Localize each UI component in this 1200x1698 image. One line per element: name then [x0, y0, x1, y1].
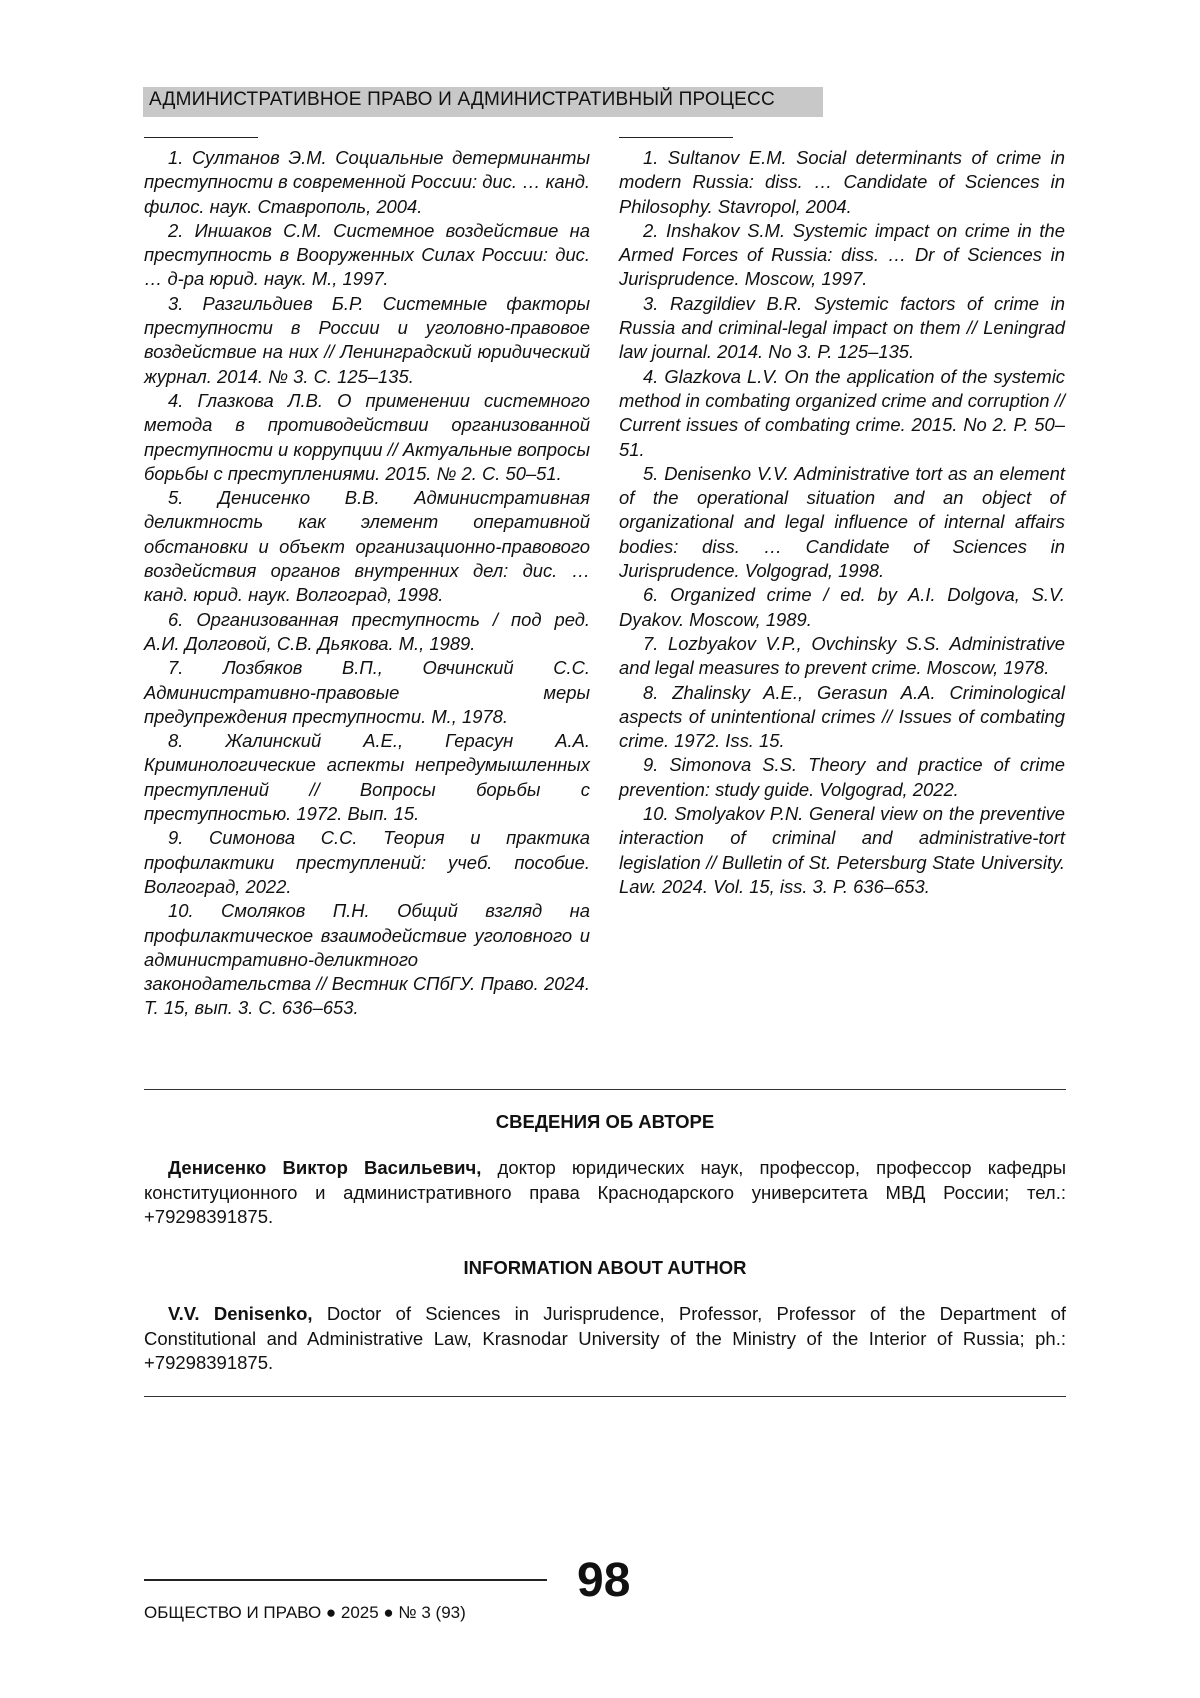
divider-top	[144, 1089, 1066, 1090]
reference-item: 5. Денисенко В.В. Административная деликтность как элемент оперативной обстановки и объект организационно-правового воздействия органов внутренних дел: дис. … канд. юрид. наук. Волгоград, 1998.	[144, 487, 590, 606]
reference-item: 7. Lozbyakov V.P., Ovchinsky S.S. Administrative and legal measures to prevent crime. Moscow, 1978.	[619, 632, 1065, 679]
reference-item: 2. Inshakov S.M. Systemic impact on crime in the Armed Forces of Russia: diss. … Dr of Sciences in Jurisprudence. Moscow, 1997.	[619, 219, 1065, 290]
reference-item: 9. Симонова С.С. Теория и практика профилактики преступлений: учеб. пособие. Волгоград, 2022.	[144, 827, 590, 897]
reference-item: 9. Simonova S.S. Theory and practice of crime prevention: study guide. Volgograd, 2022.	[619, 754, 1065, 800]
reference-item: 10. Smolyakov P.N. General view on the preventive interaction of criminal and administrative-tort legislation // Bulletin of St. Petersburg State University. Law. 2024. Vol. 15, iss. 3. P. 636–653.	[619, 803, 1065, 897]
reference-item: 8. Zhalinsky A.E., Gerasun A.A. Criminological aspects of unintentional crimes // Issues of combating crime. 1972. Iss. 15.	[619, 681, 1065, 752]
reference-item: 10. Смоляков П.Н. Общий взгляд на профилактическое взаимодействие уголовного и административно-деликтного законодательства // Вестник СПбГУ. Право. 2024. Т. 15, вып. 3. С. 636–653.	[144, 900, 590, 1019]
reference-item: 7. Лозбяков В.П., Овчинский С.С. Административно-правовые меры предупреждения преступности. М., 1978.	[144, 657, 590, 727]
author-name-en: V.V. Denisenko,	[168, 1303, 313, 1324]
journal-footer: ОБЩЕСТВО И ПРАВО ● 2025 ● № 3 (93)	[144, 1603, 466, 1622]
reference-item: 4. Glazkova L.V. On the application of the systemic method in combating organized crime and corruption // Current issues of combating crime. 2015. No 2. P. 50–51.	[619, 365, 1065, 460]
author-info-en	[144, 1302, 1066, 1376]
author-info-title-ru: СВЕДЕНИЯ ОБ АВТОРЕ	[495, 1111, 715, 1132]
section-header-title: АДМИНИСТРАТИВНОЕ ПРАВО И АДМИНИСТРАТИВНЫЙ ПРОЦЕСС	[149, 89, 775, 110]
reference-item: 4. Глазкова Л.В. О применении системного метода в противодействии организованной преступности и коррупции // Актуальные вопросы борьбы с преступлениями. 2015. № 2. С. 50–51.	[144, 389, 590, 484]
references-russian	[144, 137, 590, 1021]
reference-item: 3. Razgildiev B.R. Systemic factors of crime in Russia and criminal-legal impact on them // Leningrad law journal. 2014. No 3. P. 125–135.	[619, 292, 1065, 363]
reference-item: 5. Denisenko V.V. Administrative tort as an element of the operational situation and an object of organizational and legal influence of internal affairs bodies: diss. … Candidate of Sciences in Jurisprudence. Volgograd, 1998.	[619, 462, 1065, 582]
reference-item: 6. Организованная преступность / под ред. А.И. Долговой, С.В. Дьякова. М., 1989.	[144, 608, 590, 654]
author-details-en: Doctor of Sciences in Jurisprudence, Professor, Professor of the Department of Constitutional and Administrative Law, Krasnodar University of the Ministry of the Interior of Russia; ph.: +79298391875.	[144, 1303, 1066, 1373]
author-info-ru	[144, 1156, 1066, 1230]
footnote-rule	[619, 137, 733, 138]
reference-item: 3. Разгильдиев Б.Р. Системные факторы преступности в России и уголовно-правовое воздействие на них // Ленинградский юридический журнал. 2014. № 3. С. 125–135.	[144, 292, 590, 387]
reference-item: 8. Жалинский А.Е., Герасун А.А. Криминологические аспекты непредумышленных преступлений // Вопросы борьбы с преступностью. 1972. Вып. 15.	[144, 730, 590, 825]
reference-item: 1. Sultanov E.M. Social determinants of crime in modern Russia: diss. … Candidate of Sciences in Philosophy. Stavropol, 2004.	[619, 147, 1065, 217]
reference-item: 1. Султанов Э.М. Социальные детерминанты преступности в современной России: дис. … канд. филос. наук. Ставрополь, 2004.	[144, 147, 590, 217]
author-name-ru: Денисенко Виктор Васильевич,	[168, 1157, 482, 1178]
reference-item: 2. Иншаков С.М. Системное воздействие на преступность в Вооруженных Силах России: дис. … д-ра юрид. наук. М., 1997.	[144, 219, 590, 290]
footer-rule	[144, 1579, 547, 1581]
references-english	[619, 137, 1065, 899]
page-number: 98	[577, 1554, 631, 1607]
author-details-ru: доктор юридических наук, профессор, профессор кафедры конституционного и административного права Краснодарского университета МВД России; тел.: +79298391875.	[144, 1157, 1066, 1227]
footnote-rule	[144, 137, 258, 138]
author-info-title-en: INFORMATION ABOUT AUTHOR	[463, 1257, 747, 1278]
reference-item: 6. Organized crime / ed. by A.I. Dolgova, S.V. Dyakov. Moscow, 1989.	[619, 584, 1065, 630]
divider-bottom	[144, 1396, 1066, 1397]
